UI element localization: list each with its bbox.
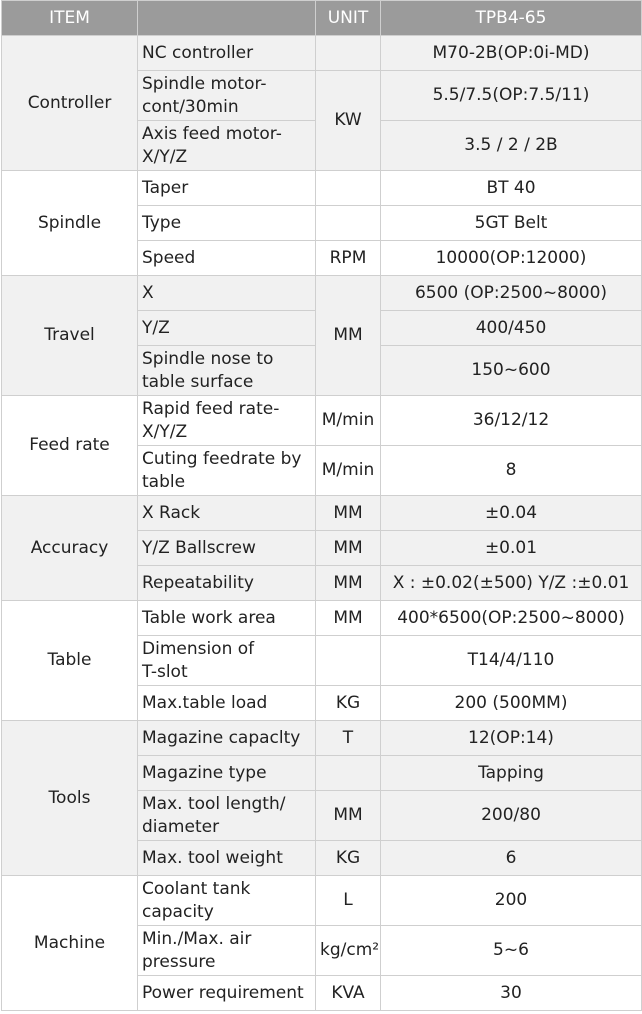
value-cell: Tapping [381, 756, 642, 791]
value-cell: 30 [381, 976, 642, 1011]
unit-cell: MM [316, 276, 381, 396]
group-machine: Machine [2, 876, 138, 1011]
param-cell: Coolant tank capacity [138, 876, 316, 926]
unit-cell: MM [316, 566, 381, 601]
value-cell: 12(OP:14) [381, 721, 642, 756]
value-cell: 5GT Belt [381, 206, 642, 241]
value-cell: 6500 (OP:2500~8000) [381, 276, 642, 311]
unit-cell [316, 206, 381, 241]
unit-cell: T [316, 721, 381, 756]
header-param [138, 1, 316, 36]
unit-cell: L [316, 876, 381, 926]
group-travel: Travel [2, 276, 138, 396]
param-cell: Dimension of T-slot [138, 636, 316, 686]
table-row [2, 721, 642, 756]
table-row [2, 396, 642, 446]
param-cell: Max. tool length/ diameter [138, 791, 316, 841]
param-cell: Y/Z [138, 311, 316, 346]
value-cell: T14/4/110 [381, 636, 642, 686]
unit-cell: MM [316, 496, 381, 531]
value-cell: 5~6 [381, 926, 642, 976]
param-cell: Rapid feed rate- X/Y/Z [138, 396, 316, 446]
unit-cell: KG [316, 841, 381, 876]
param-cell: Spindle motor- cont/30min [138, 71, 316, 121]
group-feed-rate: Feed rate [2, 396, 138, 496]
table-row [2, 496, 642, 531]
param-cell: NC controller [138, 36, 316, 71]
group-controller: Controller [2, 36, 138, 171]
value-cell: 150~600 [381, 346, 642, 396]
unit-cell: MM [316, 601, 381, 636]
value-cell: 5.5/7.5(OP:7.5/11) [381, 71, 642, 121]
param-cell: Speed [138, 241, 316, 276]
unit-cell: RPM [316, 241, 381, 276]
value-cell: 200/80 [381, 791, 642, 841]
value-cell: X : ±0.02(±500) Y/Z :±0.01 [381, 566, 642, 601]
header-model: TPB4-65 [381, 1, 642, 36]
table-row [2, 171, 642, 206]
param-cell: Table work area [138, 601, 316, 636]
unit-cell [316, 171, 381, 206]
unit-cell: MM [316, 791, 381, 841]
param-cell: Magazine type [138, 756, 316, 791]
unit-cell [316, 756, 381, 791]
value-cell: 8 [381, 446, 642, 496]
param-cell: Max. tool weight [138, 841, 316, 876]
param-cell: Type [138, 206, 316, 241]
param-cell: Min./Max. air pressure [138, 926, 316, 976]
header-item: ITEM [2, 1, 138, 36]
param-cell: Repeatability [138, 566, 316, 601]
table-row [2, 276, 642, 311]
spec-table [1, 0, 642, 1011]
unit-cell [316, 36, 381, 71]
unit-cell: KW [316, 71, 381, 171]
value-cell: 400/450 [381, 311, 642, 346]
param-cell: Taper [138, 171, 316, 206]
table-row [2, 601, 642, 636]
value-cell: 400*6500(OP:2500~8000) [381, 601, 642, 636]
group-tools: Tools [2, 721, 138, 876]
table-row [2, 36, 642, 71]
param-cell: X Rack [138, 496, 316, 531]
unit-cell: kg/cm² [316, 926, 381, 976]
value-cell: 3.5 / 2 / 2B [381, 121, 642, 171]
unit-cell: M/min [316, 446, 381, 496]
unit-cell: KG [316, 686, 381, 721]
group-accuracy: Accuracy [2, 496, 138, 601]
value-cell: BT 40 [381, 171, 642, 206]
unit-cell: M/min [316, 396, 381, 446]
group-spindle: Spindle [2, 171, 138, 276]
param-cell: Axis feed motor- X/Y/Z [138, 121, 316, 171]
param-cell: Magazine capaclty [138, 721, 316, 756]
value-cell: M70-2B(OP:0i-MD) [381, 36, 642, 71]
param-cell: Y/Z Ballscrew [138, 531, 316, 566]
value-cell: 36/12/12 [381, 396, 642, 446]
header-unit: UNIT [316, 1, 381, 36]
table-row [2, 876, 642, 926]
param-cell: Cuting feedrate by table [138, 446, 316, 496]
value-cell: 200 (500MM) [381, 686, 642, 721]
unit-cell: MM [316, 531, 381, 566]
group-table: Table [2, 601, 138, 721]
param-cell: Power requirement [138, 976, 316, 1011]
param-cell: Max.table load [138, 686, 316, 721]
value-cell: 200 [381, 876, 642, 926]
value-cell: 6 [381, 841, 642, 876]
unit-cell [316, 636, 381, 686]
value-cell: 10000(OP:12000) [381, 241, 642, 276]
header-row [2, 1, 642, 36]
param-cell: X [138, 276, 316, 311]
value-cell: ±0.01 [381, 531, 642, 566]
param-cell: Spindle nose to table surface [138, 346, 316, 396]
unit-cell: KVA [316, 976, 381, 1011]
value-cell: ±0.04 [381, 496, 642, 531]
